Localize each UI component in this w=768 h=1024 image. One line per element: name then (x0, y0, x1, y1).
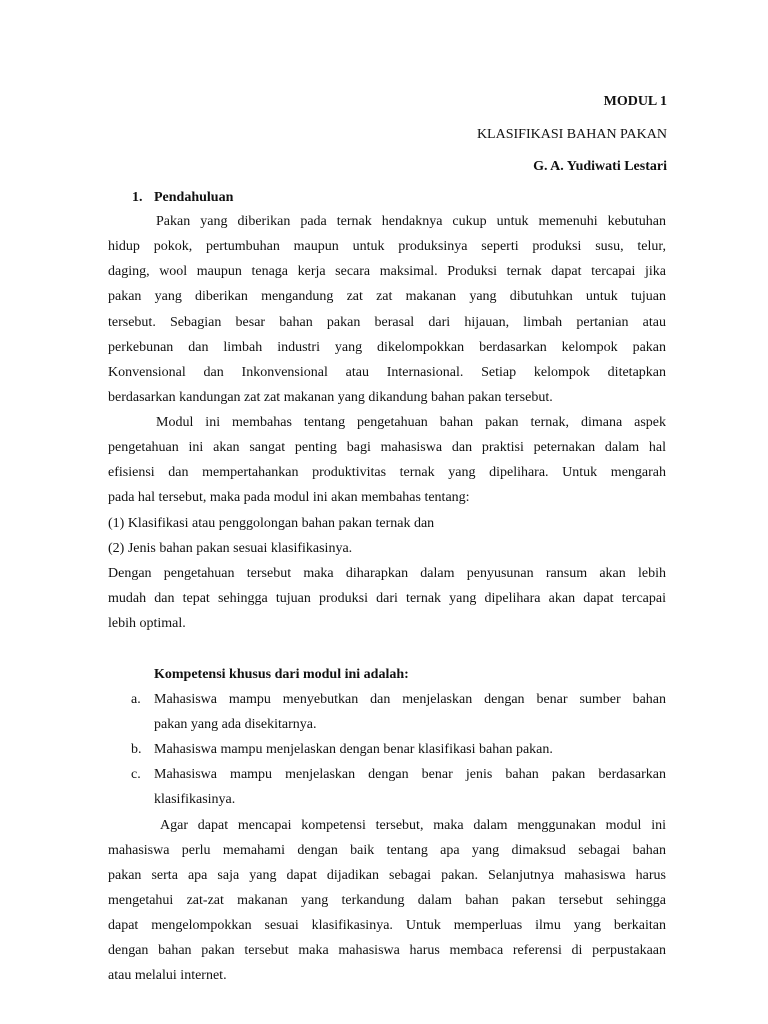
list-marker: c. (131, 767, 141, 782)
paragraph-line: atau melalui internet. (108, 968, 227, 983)
paragraph-line: pengetahuan ini akan sangat penting bagi mahasiswa dan praktisi peternakan dalam hal (108, 440, 666, 455)
paragraph-line: berdasarkan kandungan zat zat makanan yang dikandung bahan pakan tersebut. (108, 390, 553, 405)
paragraph-line: tersebut. Sebagian besar bahan pakan berasal dari hijauan, limbah pertanian atau (108, 315, 666, 330)
paragraph-line: dengan bahan pakan tersebut maka mahasiswa harus membaca referensi di perpustakaan (108, 943, 666, 958)
paragraph-line: pada hal tersebut, maka pada modul ini akan membahas tentang: (108, 490, 470, 505)
paragraph-line: efisiensi dan mempertahankan produktivitas ternak yang dipelihara. Untuk mengarah (108, 465, 666, 480)
paragraph-line: mudah dan tepat sehingga tujuan produksi dari ternak yang dipelihara akan dapat tercapai (108, 591, 666, 606)
paragraph-line: Konvensional dan Inkonvensional atau Internasional. Setiap kelompok ditetapkan (108, 365, 666, 380)
list-item-line: Mahasiswa mampu menjelaskan dengan benar klasifikasi bahan pakan. (154, 742, 553, 757)
paragraph-line: mahasiswa perlu memahami dengan baik tentang apa yang dimaksud sebagai bahan (108, 843, 666, 858)
paragraph-line: perkebunan dan limbah industri yang dikelompokkan berdasarkan kelompok pakan (108, 340, 666, 355)
author-name: G. A. Yudiwati Lestari (533, 159, 667, 174)
paragraph-line: lebih optimal. (108, 616, 186, 631)
paragraph-line: Dengan pengetahuan tersebut maka diharapkan dalam penyusunan ransum akan lebih (108, 566, 666, 581)
competency-heading: Kompetensi khusus dari modul ini adalah: (154, 667, 409, 682)
paragraph-line: (2) Jenis bahan pakan sesuai klasifikasinya. (108, 541, 353, 556)
list-item-line: klasifikasinya. (154, 792, 236, 807)
list-marker: b. (131, 742, 142, 757)
section-number: 1. (132, 190, 143, 205)
paragraph-line: (1) Klasifikasi atau penggolongan bahan pakan ternak dan (108, 516, 435, 531)
list-item-line: Mahasiswa mampu menjelaskan dengan benar jenis bahan pakan berdasarkan (154, 767, 666, 782)
module-label: MODUL 1 (603, 94, 667, 109)
section-title: Pendahuluan (154, 190, 234, 205)
paragraph-line: hidup pokok, pertumbuhan maupun untuk produksinya seperti produksi susu, telur, (108, 239, 666, 254)
list-item-line: Mahasiswa mampu menyebutkan dan menjelaskan dengan benar sumber bahan (154, 692, 666, 707)
paragraph-line: pakan serta apa saja yang dapat dijadikan sebagai pakan. Selanjutnya mahasiswa harus (108, 868, 666, 883)
paragraph-line: pakan yang diberikan mengandung zat zat makanan yang dibutuhkan untuk tujuan (108, 289, 666, 304)
paragraph-line: Modul ini membahas tentang pengetahuan bahan pakan ternak, dimana aspek (156, 415, 666, 430)
paragraph-line: mengetahui zat-zat makanan yang terkandung dalam bahan pakan tersebut sehingga (108, 893, 666, 908)
paragraph-line: Pakan yang diberikan pada ternak hendaknya cukup untuk memenuhi kebutuhan (156, 214, 666, 229)
list-marker: a. (131, 692, 141, 707)
paragraph-line: Agar dapat mencapai kompetensi tersebut, maka dalam menggunakan modul ini (160, 818, 666, 833)
list-item-line: pakan yang ada disekitarnya. (154, 717, 317, 732)
document-title: KLASIFIKASI BAHAN PAKAN (476, 127, 667, 142)
paragraph-line: daging, wool maupun tenaga kerja secara maksimal. Produksi ternak dapat tercapai jika (108, 264, 666, 279)
paragraph-line: dapat mengelompokkan sesuai klasifikasinya. Untuk memperluas ilmu yang berkaitan (108, 918, 666, 933)
